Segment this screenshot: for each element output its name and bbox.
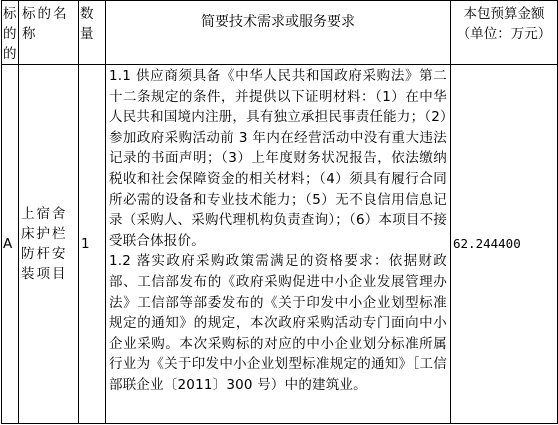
row-item-id: A	[2, 65, 19, 424]
row-budget: 62.244400	[451, 65, 558, 424]
header-quantity: 数量	[79, 1, 106, 65]
header-budget: 本包预算金额（单位：万元）	[451, 1, 558, 65]
header-row	[2, 1, 558, 65]
requirement-paragraph-1: 1.1 供应商须具备《中华人民共和国政府采购法》第二十二条规定的条件，并提供以下证明材料：（1）在中华人民共和国境内注册，具有独立承担民事责任能力；（2）参加政府采购活动前 3 年内在经营活动中没有重大违法记录的书面声明；（3）上年度财务状况报告，依法缴纳税收和社会保障资金的相关材料；（4）须具有履行合同所必需的设备和专业技术能力；（5）无不良信用信息记录（采购人、采购代理机构负责查询）；（6）本项目不接受联合体报价。	[109, 68, 447, 249]
row-item-name-text: 上宿舍床护栏防杆安装项目	[21, 206, 68, 282]
header-requirements: 简要技术需求或服务要求	[106, 1, 451, 65]
row-item-name	[19, 65, 79, 424]
row-requirements	[106, 65, 451, 424]
table-row	[2, 65, 558, 424]
row-quantity: 1	[79, 65, 106, 424]
requirement-paragraph-2: 1.2 落实政府采购政策需满足的资格要求：依据财政部、工信部发布的《政府采购促进中小企业发展管理办法》工信部等部委发布的《关于印发中小企业划型标准规定的通知》的规定，本次政府采购活动专门面向中小企业采购。本次采购标的对应的中小企业划分标准所属行业为《关于印发中小企业划型标准规定的通知》［工信部联企业〔2011〕300 号）中的建筑业。	[109, 253, 447, 393]
header-item-name: 标的名称	[19, 1, 79, 65]
header-item-id: 标的的	[2, 1, 19, 65]
procurement-table	[1, 0, 558, 424]
